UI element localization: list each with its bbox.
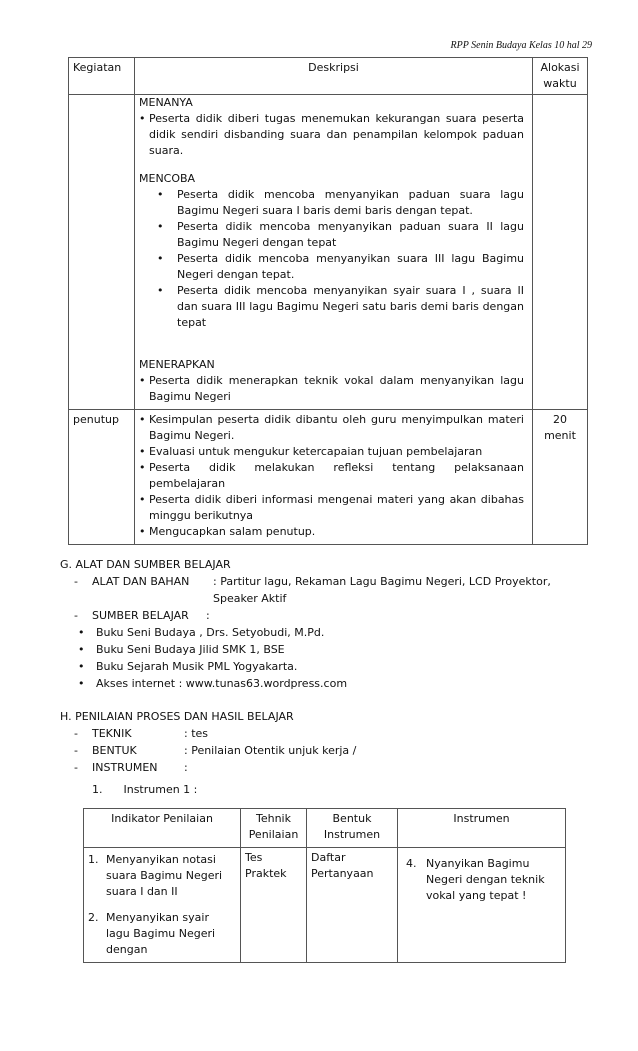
- list-item: • Peserta didik menerapkan teknik vokal dalam menyanyikan lagu Bagimu Negeri: [139, 373, 524, 405]
- instrument-table: [83, 808, 566, 963]
- alat-row: [60, 573, 580, 607]
- header-tehnik: Tehnik Penilaian: [241, 809, 307, 848]
- penilaian-label: INSTRUMEN: [92, 761, 158, 774]
- header-instrumen: Instrumen: [398, 809, 566, 848]
- penutup-deskripsi-cell: [135, 410, 533, 545]
- item-number: 2.: [88, 911, 99, 924]
- source-text: Buku Seni Budaya , Drs. Setyobudi, M.Pd.: [96, 626, 325, 639]
- alat-value: : Partitur lagu, Rekaman Lagu Bagimu Negeri, LCD Proyektor, Speaker Aktif: [213, 575, 551, 605]
- instrumen-cell: [398, 848, 566, 963]
- bentuk-cell: Daftar Pertanyaan: [307, 848, 398, 963]
- table-header-row: [69, 58, 588, 95]
- list-item: • Peserta didik mencoba menyanyikan paduan suara II lagu Bagimu Negeri dengan tepat: [177, 219, 524, 251]
- list-item: • Peserta didik mencoba menyanyikan paduan suara lagu Bagimu Negeri suara I baris demi baris dengan tepat.: [177, 187, 524, 219]
- header-bentuk: Bentuk Instrumen: [307, 809, 398, 848]
- header-deskripsi: Deskripsi: [135, 58, 533, 95]
- list-item: • Peserta didik diberi tugas menemukan kekurangan suara peserta didik sendiri disbanding suara dan penampilan kelompok paduan suara.: [139, 111, 524, 159]
- waktu-cell: [533, 410, 588, 545]
- list-item: • Peserta didik mencoba menyanyikan suara III lagu Bagimu Negeri dengan tepat.: [177, 251, 524, 283]
- list-item: • Evaluasi untuk mengukur ketercapaian tujuan pembelajaran: [139, 444, 524, 460]
- sumber-colon: :: [206, 609, 210, 622]
- list-item: • Mengucapkan salam penutup.: [139, 524, 524, 540]
- menerapkan-list: [139, 373, 524, 405]
- dash: -: [74, 761, 78, 774]
- instrumen-item: [406, 856, 557, 904]
- activity-table: [68, 57, 588, 545]
- header-alokasi-waktu: Alokasi waktu: [533, 58, 588, 95]
- teknik-cell: Tes Praktek: [241, 848, 307, 963]
- sumber-label: SUMBER BELAJAR: [92, 609, 189, 622]
- source-text: Buku Sejarah Musik PML Yogyakarta.: [96, 660, 298, 673]
- source-item: • Buku Seni Budaya Jilid SMK 1, BSE: [78, 643, 285, 656]
- penilaian-row: [60, 759, 580, 776]
- sumber-row: [60, 607, 580, 624]
- menanya-list: [139, 111, 524, 159]
- penutup-list: [139, 412, 524, 540]
- penilaian-value: : Penilaian Otentik unjuk kerja /: [184, 744, 357, 757]
- deskripsi-cell: [135, 95, 533, 410]
- indikator-item: [88, 852, 236, 900]
- dash: -: [74, 609, 78, 622]
- source-item: • Buku Sejarah Musik PML Yogyakarta.: [78, 660, 298, 673]
- dash: -: [74, 575, 78, 588]
- waktu-cell-empty: [533, 95, 588, 410]
- source-text: Akses internet : www.tunas63.wordpress.com: [96, 677, 348, 690]
- item-number: 1.: [88, 853, 99, 866]
- item-text: Menyanyikan notasi suara Bagimu Negeri suara I dan II: [106, 853, 223, 898]
- table-row: [69, 410, 588, 545]
- dash: -: [74, 727, 78, 740]
- section-g: [60, 556, 580, 692]
- source-item: • Buku Seni Budaya , Drs. Setyobudi, M.Pd.: [78, 626, 325, 639]
- header-kegiatan: Kegiatan: [69, 58, 135, 95]
- penilaian-row: [60, 742, 580, 759]
- table-row: [69, 95, 588, 410]
- source-text: Buku Seni Budaya Jilid SMK 1, BSE: [96, 643, 285, 656]
- penilaian-value: :: [184, 761, 188, 774]
- list-item: • Peserta didik diberi informasi mengenai materi yang akan dibahas minggu berikutnya: [139, 492, 524, 524]
- instrumen-label: 1. Instrumen 1 :: [92, 783, 198, 796]
- waktu-unit: menit: [544, 429, 576, 442]
- penilaian-label: BENTUK: [92, 744, 137, 757]
- indikator-cell: [84, 848, 241, 963]
- section-g-title: G. ALAT DAN SUMBER BELAJAR: [60, 558, 231, 571]
- section-h-title: H. PENILAIAN PROSES DAN HASIL BELAJAR: [60, 710, 294, 723]
- section-h: [60, 708, 580, 776]
- item-number: 4.: [406, 857, 417, 870]
- page-header: RPP Senin Budaya Kelas 10 hal 29: [450, 40, 592, 51]
- penilaian-value: : tes: [184, 727, 209, 740]
- indikator-item: [88, 910, 236, 958]
- source-item: • Akses internet : www.tunas63.wordpress.com: [78, 677, 348, 690]
- list-item: • Peserta didik melakukan refleksi tentang pelaksanaan pembelajaran: [139, 460, 524, 492]
- mencoba-list: [139, 187, 524, 331]
- penilaian-label: TEKNIK: [92, 727, 132, 740]
- item-text: Menyanyikan syair lagu Bagimu Negeri dengan: [106, 911, 216, 956]
- list-item: • Peserta didik mencoba menyanyikan syair suara I , suara II dan suara III lagu Bagimu Negeri satu baris demi baris dengan tepat: [177, 283, 524, 331]
- menanya-title: MENANYA: [139, 96, 193, 109]
- kegiatan-penutup: penutup: [69, 410, 135, 545]
- item-text: Nyanyikan Bagimu Negeri dengan teknik vokal yang tepat !: [426, 857, 545, 902]
- dash: -: [74, 744, 78, 757]
- table-header-row: [84, 809, 566, 848]
- header-indikator: Indikator Penilaian: [84, 809, 241, 848]
- table-row: [84, 848, 566, 963]
- penilaian-row: [60, 725, 580, 742]
- kegiatan-cell-empty: [69, 95, 135, 410]
- menerapkan-title: MENERAPKAN: [139, 358, 215, 371]
- alat-label: ALAT DAN BAHAN: [92, 575, 190, 588]
- mencoba-title: MENCOBA: [139, 172, 196, 185]
- list-item: • Kesimpulan peserta didik dibantu oleh guru menyimpulkan materi Bagimu Negeri.: [139, 412, 524, 444]
- waktu-value: 20: [553, 413, 567, 426]
